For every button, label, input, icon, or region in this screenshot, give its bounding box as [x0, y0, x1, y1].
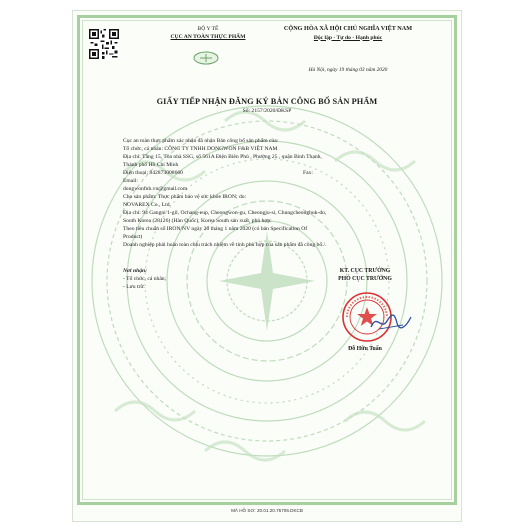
signer-title-2: PHÓ CỤC TRƯỞNG: [338, 276, 392, 282]
issue-date: Hà Nội, ngày 19 tháng 03 năm 2020: [308, 67, 388, 73]
handwritten-signature-icon: [369, 311, 413, 333]
standard-line: Theo tiêu chuẩn số IRON/NV ngày 20 tháng 1 năm 2020 (có bản Specification Of: [123, 226, 308, 232]
phone-line: Điện thoại: 842873008660: [123, 170, 183, 176]
document-page: [72, 10, 462, 522]
producer-line: NOVAREX Co., Ltd.: [123, 202, 171, 208]
phone-fax-row: [123, 169, 443, 177]
document-number: Số: 2157/2020/ĐKSP: [242, 108, 292, 114]
intro-line: Cục an toàn thực phẩm xác nhận đã nhận Bản công bố sản phẩm của:: [123, 138, 279, 144]
email-address: dongwonfnb.vn@gmail.com: [123, 186, 188, 192]
standard-line: Product): [123, 234, 143, 240]
document-title: GIẤY TIẾP NHẬN ĐĂNG KÝ BẢN CÔNG BỐ SẢN PHẨM: [156, 97, 378, 106]
qr-code-icon: [89, 29, 119, 59]
national-motto: Độc lập - Tự do - Hạnh phúc: [313, 34, 383, 41]
responsibility-line: Doanh nghiệp phải hoàn toàn chịu trách nhiệm về tính phù hợp của sản phẩm đã công bố./.: [123, 242, 327, 248]
recipient-item: - Lưu trữ.: [123, 284, 145, 290]
signer-title-1: KT. CỤC TRƯỞNG: [339, 268, 391, 274]
address-line: Địa chỉ: Tầng 15, Tòa nhà SSG, số 561A Điện Biên Phủ , Phường 25 , quận Bình Thạnh,: [123, 154, 322, 160]
organization-line: Tổ chức, cá nhân: CÔNG TY TNHH DONGWON F&B VIỆT NAM: [123, 146, 278, 152]
signer-name: Đỗ Hữu Tuấn: [348, 346, 382, 352]
fax-line: Fax:: [302, 170, 313, 176]
ministry-name: BỘ Y TẾ: [197, 26, 219, 32]
recipient-item: - Tổ chức, cá nhân;: [123, 276, 167, 282]
national-header: [263, 25, 433, 42]
issuing-authority: [163, 25, 253, 41]
producer-address-line: Địa chỉ: 94 Gangni 1-gil, Ochang-eup, Cheongwon-gu, Cheongju-si, Chungcheongbuk-do,: [123, 210, 327, 216]
ministry-logo-icon: [193, 51, 219, 65]
product-line: Cho sản phẩm: Thực phẩm bảo vệ sức khỏe IRON; do:: [123, 194, 247, 200]
producer-address-line: South Korea (28126) (Hàn Quốc), Korea South sản xuất, phù hợp:: [123, 218, 272, 224]
address-line: Thành phố Hồ Chí Minh: [123, 162, 179, 168]
recipients-heading: Nơi nhận:: [123, 268, 147, 274]
email-label: Email:: [123, 178, 138, 184]
dossier-code: MÃ HỒ SƠ: 20.01.20.75706.DKCB: [231, 508, 303, 513]
signature-block: [295, 267, 435, 283]
document-body: [123, 137, 443, 249]
nation-name: CỘNG HÒA XÃ HỘI CHỦ NGHĨA VIỆT NAM: [283, 25, 413, 32]
recipients-block: [123, 267, 273, 291]
agency-name: CỤC AN TOÀN THỰC PHẨM: [170, 34, 246, 40]
